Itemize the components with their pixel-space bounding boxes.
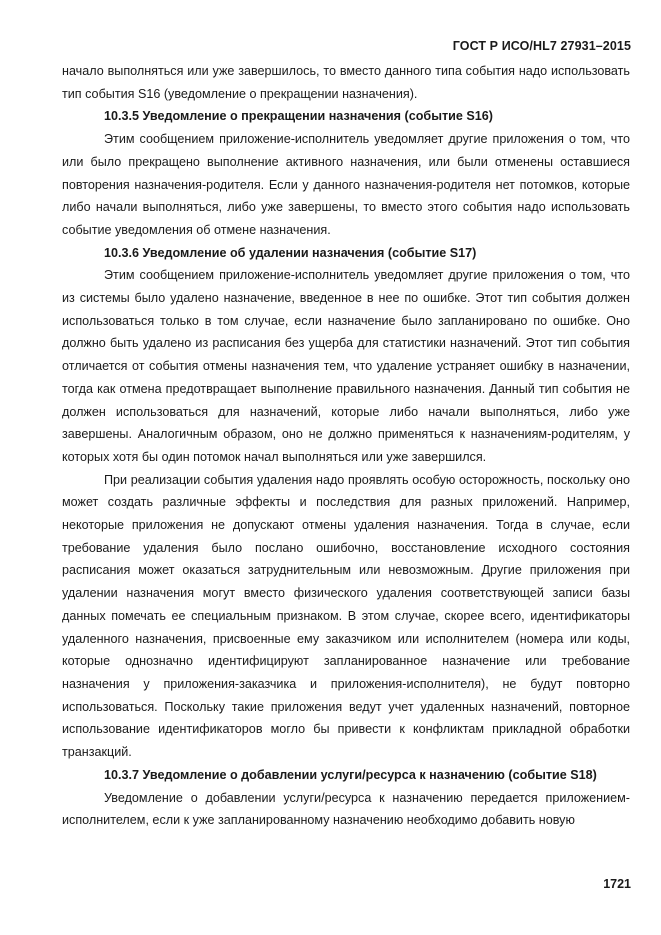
running-header: ГОСТ Р ИСО/HL7 27931–2015 [452,39,631,53]
section-heading-10-3-5: 10.3.5 Уведомление о прекращении назначения (событие S16) [104,109,493,124]
body-paragraph: Этим сообщением приложение-исполнитель уведомляет другие приложения о том, что или было прекращено выполнение активного назначения, или были отменены оставшиеся повторения назначения-родителя. Если у данного назначения-родителя нет потомков, которые либо начали выполняться, либо уже завершены, то вместо этого события надо использовать событие уведомления об отмене назначения. [62,132,630,237]
body-paragraph: Этим сообщением приложение-исполнитель уведомляет другие приложения о том, что из системы было удалено назначение, введенное в нее по ошибке. Этот тип события должен использоваться только в том случае, если назначение было запланировано по ошибке. Оно должно быть удалено из расписания без ущерба для статистики назначений. Этот тип события отличается от события отмены назначения тем, что удаление устраняет ошибку в назначении, тогда как отмена предотвращает выполнение правильного назначения. Данный тип события не должен использоваться для назначений, которые либо начали выполняться, либо уже завершены. Аналогичным образом, оно не должно применяться к назначениям-родителям, у которых хотя бы один потомок начал выполняться или уже завершился. [62,268,630,464]
body-paragraph: При реализации события удаления надо проявлять особую осторожность, поскольку оно может создать различные эффекты и последствия для разных приложений. Например, некоторые приложения не допускают отмены удаления назначения. Тогда в случае, если требование удаления было послано ошибочно, восстановление исходного состояния расписания может оказаться затруднительным или невозможным. Другие приложения при удалении назначения могут вместо физического удаления соответствующей записи базы данных помечать ее специальным признаком. В этом случае, скорее всего, идентификаторы удаленного назначения, присвоенные ему заказчиком или исполнителем (номера или коды, которые однозначно идентифицируют запланированное назначение или требование назначения у приложения-заказчика и приложения-исполнителя), не будут повторно использоваться. Поскольку такие приложения ведут учет удаленных назначений, повторное использование идентификаторов могло бы привести к конфликтам прикладной обработки транзакций. [62,472,630,760]
document-body [62,60,630,832]
body-paragraph: Уведомление о добавлении услуги/ресурса к назначению передается приложением-исполнителем, если к уже запланированному назначению необходимо добавить новую [62,790,630,828]
section-heading-10-3-6: 10.3.6 Уведомление об удалении назначения (событие S17) [104,245,477,260]
section-heading-10-3-7: 10.3.7 Уведомление о добавлении услуги/ресурса к назначению (событие S18) [104,767,597,782]
body-paragraph: начало выполняться или уже завершилось, то вместо данного типа события надо использовать тип события S16 (уведомление о прекращении назначения). [62,64,630,101]
page-number: 1721 [603,877,631,891]
